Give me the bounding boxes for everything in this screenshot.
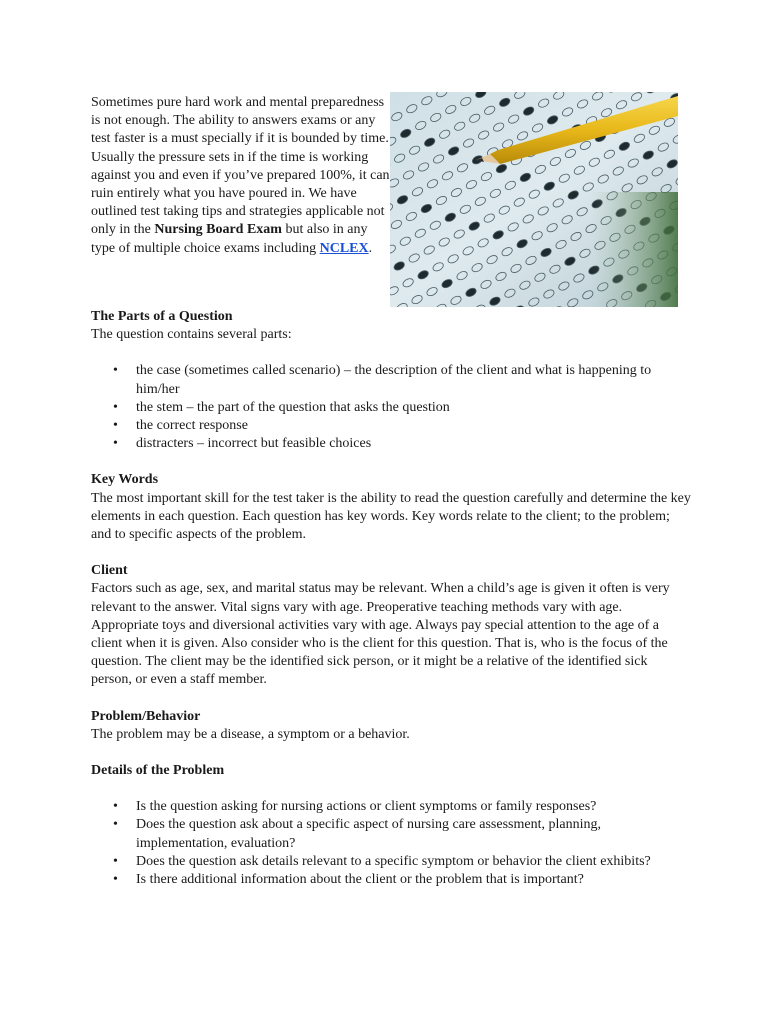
- bullet-icon: •: [113, 399, 118, 415]
- section-heading-details: Details of the Problem: [91, 763, 225, 779]
- list-item-text: Is there additional information about the client or the problem that is important?: [136, 872, 584, 888]
- intro-bold-phrase: Nursing Board Exam: [154, 222, 282, 238]
- list-item: [91, 871, 691, 889]
- bullet-icon: •: [113, 853, 118, 869]
- details-list: [91, 798, 691, 889]
- bullet-icon: •: [113, 817, 118, 833]
- list-item-text: Is the question asking for nursing actions or client symptoms or family responses?: [136, 799, 597, 815]
- list-item: [91, 417, 691, 435]
- nclex-link[interactable]: NCLEX: [319, 240, 369, 256]
- list-item-text: the stem – the part of the question that asks the question: [136, 399, 450, 415]
- bullet-icon: •: [113, 418, 118, 434]
- client-body: Factors such as age, sex, and marital status may be relevant. When a child’s age is given it often is very relevant to the answer. Vital signs vary with age. Preoperative teaching methods vary with age. Appropriate toys and diversional activities vary with age. Always pay special attention to the age of a client when it is given. Also consider who is the client for this question. That is, who is the focus of the question. The client may be the identified sick person, or it might be a relative of the identified sick person, or even a staff member.: [91, 581, 670, 688]
- list-item: [91, 399, 691, 417]
- intro-paragraph: [91, 94, 391, 258]
- list-item: [91, 435, 691, 453]
- section-heading-keywords: Key Words: [91, 472, 159, 488]
- intro-text-end: .: [368, 240, 373, 256]
- list-item: [91, 362, 691, 398]
- list-item-text: distracters – incorrect but feasible choices: [136, 436, 372, 452]
- intro-text-middle: but also in any type of multiple choice exams including: [91, 222, 368, 256]
- section-heading-parts: The Parts of a Question: [91, 309, 233, 324]
- main-content: [91, 308, 691, 889]
- bullet-icon: •: [113, 363, 118, 379]
- bullet-icon: •: [113, 872, 118, 888]
- list-item-text: Does the question ask about a specific aspect of nursing care assessment, planning, implementation, evaluation?: [136, 817, 601, 851]
- list-item-text: the case (sometimes called scenario) – the description of the client and what is happening to him/her: [136, 363, 652, 397]
- list-item: [91, 798, 691, 816]
- list-item-text: the correct response: [136, 418, 248, 434]
- list-item-text: Does the question ask details relevant to a specific symptom or behavior the client exhibits?: [136, 853, 651, 869]
- section-heading-problem: Problem/Behavior: [91, 708, 201, 724]
- answer-sheet-photo: [390, 92, 678, 307]
- list-item: [91, 853, 691, 871]
- list-item: [91, 816, 691, 852]
- parts-list: [91, 362, 691, 453]
- intro-text: Sometimes pure hard work and mental preparedness is not enough. The ability to answers exams or any test faster is a must specially if it is bounded by time. Usually the pressure sets in if the time is working against you and even if you’ve prepared 100%, it can ruin entirely what you have poured in. We have outlined test taking tips and strategies applicable not only in the: [91, 95, 390, 238]
- parts-intro: The question contains several parts:: [91, 327, 292, 343]
- problem-body: The problem may be a disease, a symptom or a behavior.: [91, 726, 410, 742]
- keywords-body: The most important skill for the test taker is the ability to read the question carefully and determine the key elements in each question. Each question has key words. Key words relate to the client; to the problem; and to specific aspects of the problem.: [91, 490, 691, 543]
- section-heading-client: Client: [91, 563, 128, 579]
- bullet-icon: •: [113, 436, 118, 452]
- bullet-icon: •: [113, 799, 118, 815]
